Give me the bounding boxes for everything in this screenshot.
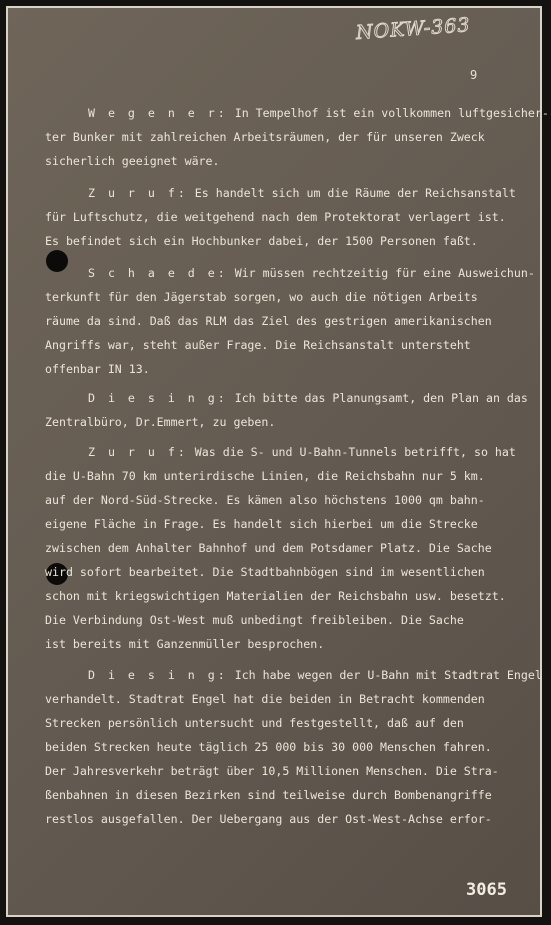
punch-hole-top: [46, 250, 68, 272]
line-text: restlos ausgefallen. Der Uebergang aus der Ost-West-Achse erfor-: [45, 812, 492, 826]
text-line: [45, 415, 275, 429]
line-text: verhandelt. Stadtrat Engel hat die beiden in Betracht kommenden: [45, 692, 485, 706]
text-line: [45, 740, 492, 754]
line-text: Angriffs war, steht außer Frage. Die Reichsanstalt untersteht: [45, 338, 471, 352]
text-line: [45, 517, 478, 531]
line-text: zwischen dem Anhalter Bahnhof und dem Potsdamer Platz. Die Sache: [45, 541, 492, 555]
text-line: [45, 210, 506, 224]
text-line: [45, 154, 220, 168]
line-text: schon mit kriegswichtigen Materialien der Reichsbahn usw. besetzt.: [45, 589, 506, 603]
line-text: In Tempelhof ist ein vollkommen luftgesicher-: [227, 106, 549, 120]
line-text: eigene Fläche in Frage. Es handelt sich hierbei um die Strecke: [45, 517, 478, 531]
archive-stamp: NOKW-363: [355, 14, 472, 44]
text-line: [45, 716, 464, 730]
line-text: Die Verbindung Ost-West muß unbedingt freibleiben. Die Sache: [45, 613, 464, 627]
line-text: terkunft für den Jägerstab sorgen, wo auch die nötigen Arbeits: [45, 290, 478, 304]
text-line: [45, 637, 324, 651]
text-line: [45, 314, 492, 328]
text-line: [45, 613, 464, 627]
text-line: [88, 445, 516, 459]
speaker-name: D i e s i n g:: [88, 391, 228, 405]
text-line: [45, 290, 478, 304]
line-text: für Luftschutz, die weitgehend nach dem Protektorat verlagert ist.: [45, 210, 506, 224]
line-text: Zentralbüro, Dr.Emmert, zu geben.: [45, 415, 276, 429]
line-text: räume da sind. Daß das RLM das Ziel des gestrigen amerikanischen: [45, 314, 492, 328]
line-text: ßenbahnen in diesen Bezirken sind teilweise durch Bombenangriffe: [45, 788, 492, 802]
speaker-name: W e g e n e r:: [88, 106, 228, 120]
speaker-name: Z u r u f:: [88, 445, 188, 459]
line-text: sicherlich geeignet wäre.: [45, 154, 220, 168]
text-line: [45, 469, 485, 483]
page-number: 9: [470, 68, 478, 82]
text-line: [88, 391, 528, 405]
text-line: [88, 266, 535, 280]
document-number: 3065: [466, 880, 507, 900]
text-line: [45, 130, 485, 144]
text-line: [45, 234, 478, 248]
line-text: auf der Nord-Süd-Strecke. Es kämen also höchstens 1000 qm bahn-: [45, 493, 485, 507]
text-line: [88, 186, 516, 200]
document-page: [6, 6, 549, 917]
text-line: [45, 692, 485, 706]
line-text: ter Bunker mit zahlreichen Arbeitsräumen, der für unseren Zweck: [45, 130, 485, 144]
line-text: offenbar IN 13.: [45, 362, 150, 376]
text-line: [45, 565, 485, 579]
line-text: ist bereits mit Ganzenmüller besprochen.: [45, 637, 325, 651]
speaker-name: D i e s i n g:: [88, 668, 228, 682]
text-line: [45, 338, 471, 352]
line-text: Ich bitte das Planungsamt, den Plan an das: [227, 391, 528, 405]
text-line: [45, 541, 492, 555]
line-text: Es befindet sich ein Hochbunker dabei, der 1500 Personen faßt.: [45, 234, 478, 248]
line-text: wird sofort bearbeitet. Die Stadtbahnbögen sind im wesentlichen: [45, 565, 485, 579]
line-text: Was die S- und U-Bahn-Tunnels betrifft, so hat: [187, 445, 516, 459]
line-text: beiden Strecken heute täglich 25 000 bis 30 000 Menschen fahren.: [45, 740, 492, 754]
text-line: [45, 493, 485, 507]
line-text: Es handelt sich um die Räume der Reichsanstalt: [187, 186, 516, 200]
text-line: [45, 764, 499, 778]
line-text: die U-Bahn 70 km unterirdische Linien, die Reichsbahn nur 5 km.: [45, 469, 485, 483]
text-line: [45, 812, 492, 826]
line-text: Der Jahresverkehr beträgt über 10,5 Millionen Menschen. Die Stra-: [45, 764, 499, 778]
line-text: Wir müssen rechtzeitig für eine Ausweichun-: [227, 266, 535, 280]
line-text: Strecken persönlich untersucht und festgestellt, daß auf den: [45, 716, 464, 730]
speaker-name: Z u r u f:: [88, 186, 188, 200]
text-line: [45, 788, 492, 802]
text-line: [45, 589, 506, 603]
text-line: [88, 668, 542, 682]
text-line: [45, 362, 150, 376]
speaker-name: S c h a e d e:: [88, 266, 228, 280]
line-text: Ich habe wegen der U-Bahn mit Stadtrat Engel: [227, 668, 542, 682]
text-line: [88, 106, 549, 120]
